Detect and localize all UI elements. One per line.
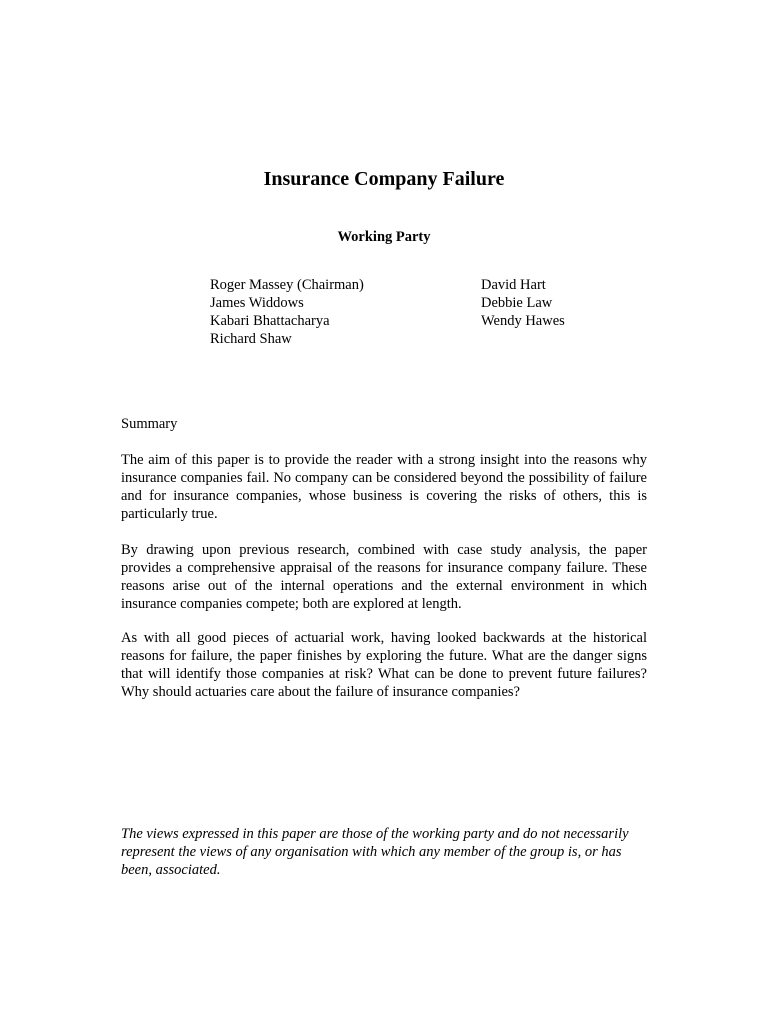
members-list-right	[481, 276, 565, 330]
member-name: Roger Massey (Chairman)	[210, 277, 364, 293]
document-subtitle: Working Party	[337, 229, 431, 245]
summary-heading: Summary	[121, 416, 178, 432]
member-name: Debbie Law	[481, 295, 553, 311]
member-name: David Hart	[481, 277, 546, 293]
summary-paragraph: The aim of this paper is to provide the reader with a strong insight into the reasons why insurance companies fail. No company can be considered beyond the possibility of failure and for insurance companies, whose business is covering the risks of others, this is particularly true.	[121, 452, 647, 522]
member-name: James Widdows	[210, 295, 304, 311]
members-list-left	[210, 276, 364, 348]
document-title: Insurance Company Failure	[263, 168, 505, 190]
disclaimer-text: The views expressed in this paper are those of the working party and do not necessarily represent the views of any organisation with which any member of the group is, or has been, associated.	[121, 826, 629, 878]
member-name: Kabari Bhattacharya	[210, 313, 330, 329]
member-name: Wendy Hawes	[481, 313, 565, 329]
summary-paragraph: By drawing upon previous research, combined with case study analysis, the paper provides a comprehensive appraisal of the reasons for insurance company failure. These reasons arise out of the internal operations and the external environment in which insurance companies compete; both are explored at length.	[121, 542, 647, 612]
member-name: Richard Shaw	[210, 331, 292, 347]
summary-paragraph: As with all good pieces of actuarial work, having looked backwards at the historical reasons for failure, the paper finishes by exploring the future. What are the danger signs that will identify those companies at risk? What can be done to prevent future failures? Why should actuaries care about the failure of insurance companies?	[121, 630, 647, 700]
